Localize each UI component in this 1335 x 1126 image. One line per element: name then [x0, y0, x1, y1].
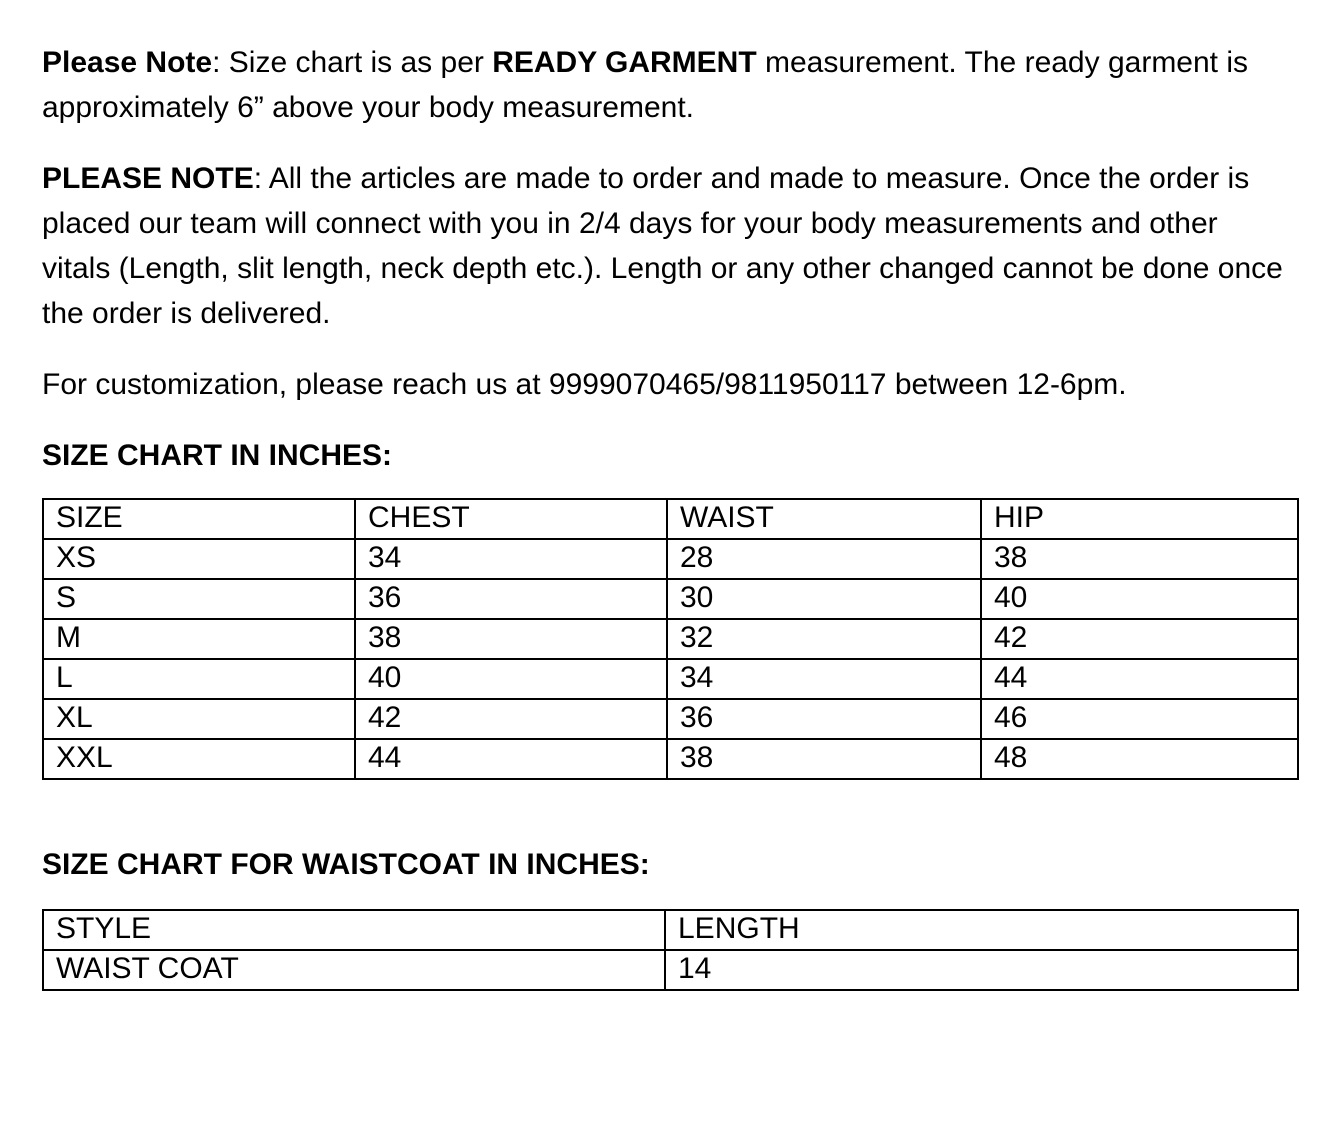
hip-cell: 44 — [981, 659, 1298, 699]
length-column-header: LENGTH — [665, 910, 1298, 950]
size-cell: S — [43, 579, 355, 619]
table-row — [43, 619, 1298, 659]
chest-cell: 38 — [355, 619, 667, 659]
note-text: : Size chart is as per — [212, 46, 493, 79]
size-column-header: SIZE — [43, 499, 355, 539]
waist-column-header: WAIST — [667, 499, 981, 539]
ready-garment-note — [42, 40, 1293, 130]
size-cell: XL — [43, 699, 355, 739]
customization-text: For customization, please reach us at 9999070465/9811950117 between 12-6pm. — [42, 368, 1127, 401]
chest-cell: 42 — [355, 699, 667, 739]
waist-cell: 34 — [667, 659, 981, 699]
hip-cell: 38 — [981, 539, 1298, 579]
size-chart-heading: SIZE CHART IN INCHES: — [42, 439, 393, 472]
waistcoat-chart-heading: SIZE CHART FOR WAISTCOAT IN INCHES: — [42, 848, 650, 881]
customization-contact-note — [42, 362, 1293, 407]
size-cell: M — [43, 619, 355, 659]
table-row — [43, 739, 1298, 779]
size-cell: XS — [43, 539, 355, 579]
note-label: Please Note — [42, 46, 213, 79]
hip-cell: 40 — [981, 579, 1298, 619]
waist-cell: 28 — [667, 539, 981, 579]
note-emphasis: READY GARMENT — [492, 46, 757, 79]
table-header-row — [43, 499, 1298, 539]
style-cell: WAIST COAT — [43, 950, 665, 990]
size-cell: L — [43, 659, 355, 699]
style-column-header: STYLE — [43, 910, 665, 950]
length-cell: 14 — [665, 950, 1298, 990]
size-cell: XXL — [43, 739, 355, 779]
table-row — [43, 659, 1298, 699]
table-row — [43, 950, 1298, 990]
table-header-row — [43, 910, 1298, 950]
waistcoat-chart-table — [42, 909, 1299, 991]
size-chart-table — [42, 498, 1299, 780]
table-row — [43, 579, 1298, 619]
hip-cell: 42 — [981, 619, 1298, 659]
table-row — [43, 539, 1298, 579]
chest-cell: 44 — [355, 739, 667, 779]
waist-cell: 36 — [667, 699, 981, 739]
waist-cell: 30 — [667, 579, 981, 619]
chest-column-header: CHEST — [355, 499, 667, 539]
waist-cell: 32 — [667, 619, 981, 659]
note-text: : All the articles are made to order and made to measure. Once the order is placed our team will connect with you in 2/4 days for your body measurements and other vitals (Length, slit length, neck depth etc.). Length or any other changed cannot be done once the order is delivered. — [42, 162, 1283, 330]
chest-cell: 36 — [355, 579, 667, 619]
hip-cell: 46 — [981, 699, 1298, 739]
waist-cell: 38 — [667, 739, 981, 779]
chest-cell: 40 — [355, 659, 667, 699]
made-to-order-note — [42, 156, 1293, 336]
hip-column-header: HIP — [981, 499, 1298, 539]
note-text-continued: measurement. The ready garment is approximately 6” above your body measurement. — [42, 46, 1249, 124]
note-label: PLEASE NOTE — [42, 162, 254, 195]
chest-cell: 34 — [355, 539, 667, 579]
table-row — [43, 699, 1298, 739]
hip-cell: 48 — [981, 739, 1298, 779]
